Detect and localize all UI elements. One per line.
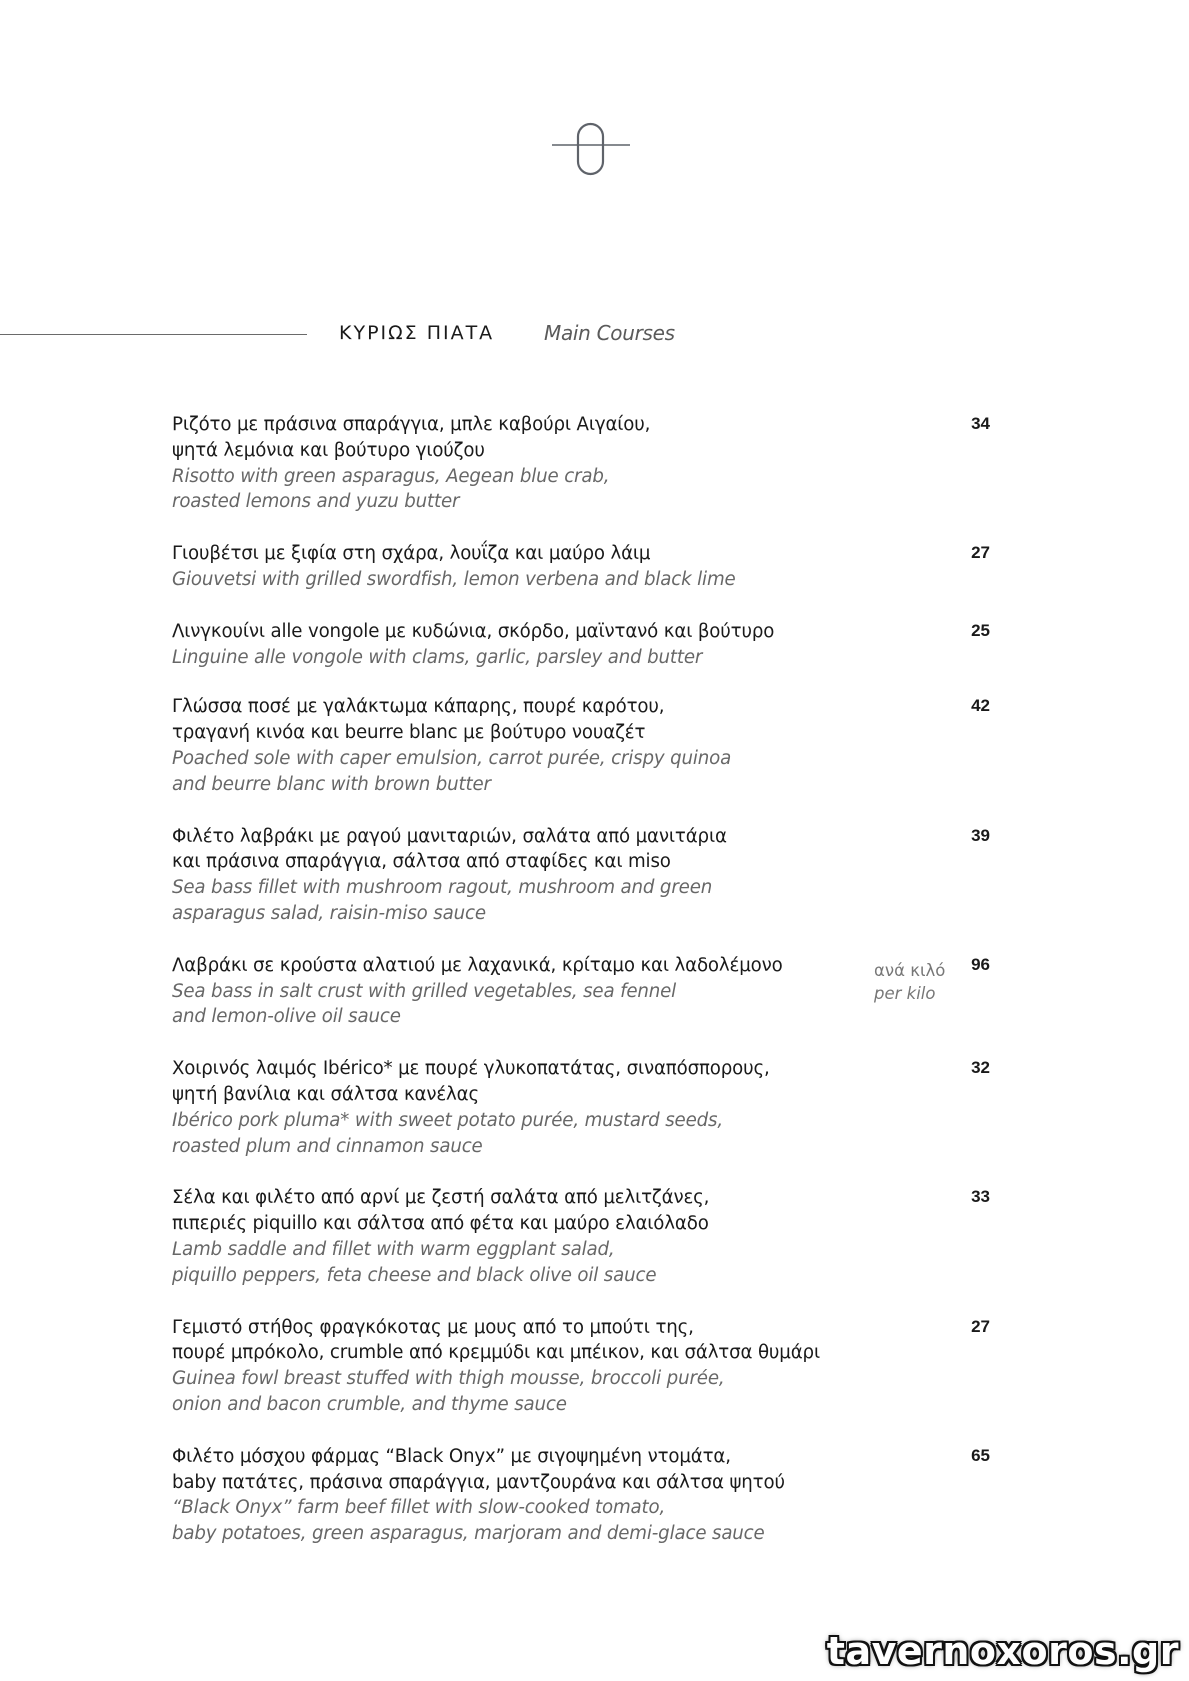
price-unit xyxy=(874,959,945,1005)
watermark: tavernoxoros.gr xyxy=(826,1629,1179,1673)
dish-name-greek: Σέλα και φιλέτο από αρνί με ζεστή σαλάτα από μελιτζάνες, xyxy=(172,1187,710,1209)
dish-name-english: and beurre blanc with brown butter xyxy=(172,773,491,795)
dish-name-english: Risotto with green asparagus, Aegean blue crab, xyxy=(172,465,610,487)
dish-price: 27 xyxy=(971,1316,990,1336)
section-header xyxy=(0,318,1189,352)
section-title-english: Main Courses xyxy=(544,321,675,345)
dish-name-english: Ibérico pork pluma* with sweet potato purée, mustard seeds, xyxy=(172,1109,723,1131)
menu-item xyxy=(172,694,1012,797)
theta-monogram-icon xyxy=(552,118,632,178)
menu-item xyxy=(172,1185,1012,1288)
dish-name-english: Sea bass fillet with mushroom ragout, mushroom and green xyxy=(172,877,713,899)
dish-price: 39 xyxy=(971,825,990,845)
dish-name-english: Sea bass in salt crust with grilled vegetables, sea fennel xyxy=(172,980,677,1002)
dish-name-greek: Λαβράκι σε κρούστα αλατιού με λαχανικά, κρίταμο και λαδολέμονο xyxy=(172,954,783,976)
dish-name-english: Guinea fowl breast stuffed with thigh mousse, broccoli purée, xyxy=(172,1368,725,1390)
dish-name-english: asparagus salad, raisin-miso sauce xyxy=(172,902,486,924)
dish-name-greek: Γιουβέτσι με ξιφία στη σχάρα, λουΐζα και μαύρο λάιμ xyxy=(172,543,651,565)
menu-item xyxy=(172,824,1012,927)
section-title-greek: ΚΥΡΙΩΣ ΠΙΑΤΑ xyxy=(339,322,495,344)
dish-name-english: piquillo peppers, feta cheese and black olive oil sauce xyxy=(172,1264,657,1286)
menu-item xyxy=(172,619,1012,671)
dish-price: 34 xyxy=(971,414,990,433)
menu-item xyxy=(172,412,1012,515)
dish-name-greek: Ριζότο με πράσινα σπαράγγια, μπλε καβούρι Αιγαίου, xyxy=(172,414,651,435)
dish-name-english: roasted lemons and yuzu butter xyxy=(172,491,460,513)
dish-price: 27 xyxy=(971,543,990,563)
dish-name-greek: Φιλέτο μόσχου φάρμας “Black Onyx” με σιγοψημένη ντομάτα, xyxy=(172,1445,731,1467)
dish-name-english: onion and bacon crumble, and thyme sauce xyxy=(172,1393,567,1415)
dish-name-greek: πουρέ μπρόκολο, crumble από κρεμμύδι και μπέικον, και σάλτσα θυμάρι xyxy=(172,1342,820,1364)
dish-price: 42 xyxy=(971,696,990,716)
dish-name-greek: Λινγκουίνι alle vongole με κυδώνια, σκόρδο, μαϊντανό και βούτυρο xyxy=(172,620,775,642)
dish-name-greek: και πράσινα σπαράγγια, σάλτσα από σταφίδες και miso xyxy=(172,851,671,873)
menu-item xyxy=(172,541,1012,593)
dish-name-greek: Γεμιστό στήθος φραγκόκοτας με μους από το μπούτι της, xyxy=(172,1316,694,1338)
dish-price: 25 xyxy=(971,620,990,640)
dish-price: 65 xyxy=(971,1445,990,1465)
dish-name-greek: ψητά λεμόνια και βούτυρο γιούζου xyxy=(172,439,485,461)
dish-price: 96 xyxy=(971,954,990,974)
dish-name-english: Poached sole with caper emulsion, carrot purée, crispy quinoa xyxy=(172,747,732,769)
price-unit-english: per kilo xyxy=(874,983,936,1003)
dish-name-greek: πιπεριές piquillo και σάλτσα από φέτα και μαύρο ελαιόλαδο xyxy=(172,1213,709,1235)
dish-name-english: Giouvetsi with grilled swordfish, lemon verbena and black lime xyxy=(172,568,736,590)
dish-name-greek: Γλώσσα ποσέ με γαλάκτωμα κάπαρης, πουρέ καρότου, xyxy=(172,696,665,718)
theta-monogram-logo xyxy=(552,118,632,178)
menu-item xyxy=(172,1315,1012,1418)
dish-name-greek: ψητή βανίλια και σάλτσα κανέλας xyxy=(172,1083,480,1105)
price-unit-greek: ανά κιλό xyxy=(874,960,946,980)
dish-name-english: Linguine alle vongole with clams, garlic, parsley and butter xyxy=(172,646,703,668)
dish-price: 32 xyxy=(971,1058,990,1078)
dish-price: 33 xyxy=(971,1187,990,1207)
dish-name-english: roasted plum and cinnamon sauce xyxy=(172,1135,483,1157)
dish-name-english: Lamb saddle and fillet with warm eggplant salad, xyxy=(172,1238,615,1260)
dish-name-greek: Χοιρινός λαιμός Ibérico* με πουρέ γλυκοπατάτας, σιναπόσπορους, xyxy=(172,1058,770,1080)
dish-name-greek: Φιλέτο λαβράκι με ραγού μανιταριών, σαλάτα από μανιτάρια xyxy=(172,825,727,847)
menu-item xyxy=(172,1444,1012,1547)
section-divider xyxy=(0,334,307,335)
dish-name-english: and lemon-olive oil sauce xyxy=(172,1006,401,1028)
menu-item xyxy=(172,953,1012,1030)
dish-name-greek: baby πατάτες, πράσινα σπαράγγια, μαντζουράνα και σάλτσα ψητού xyxy=(172,1471,785,1493)
menu-item xyxy=(172,1056,1012,1159)
dish-name-english: baby potatoes, green asparagus, marjoram and demi-glace sauce xyxy=(172,1523,765,1545)
dish-name-english: “Black Onyx” farm beef fillet with slow-cooked tomato, xyxy=(172,1497,666,1519)
dish-name-greek: τραγανή κινόα και beurre blanc με βούτυρο νουαζέτ xyxy=(172,722,646,744)
menu-list xyxy=(172,412,1012,1573)
